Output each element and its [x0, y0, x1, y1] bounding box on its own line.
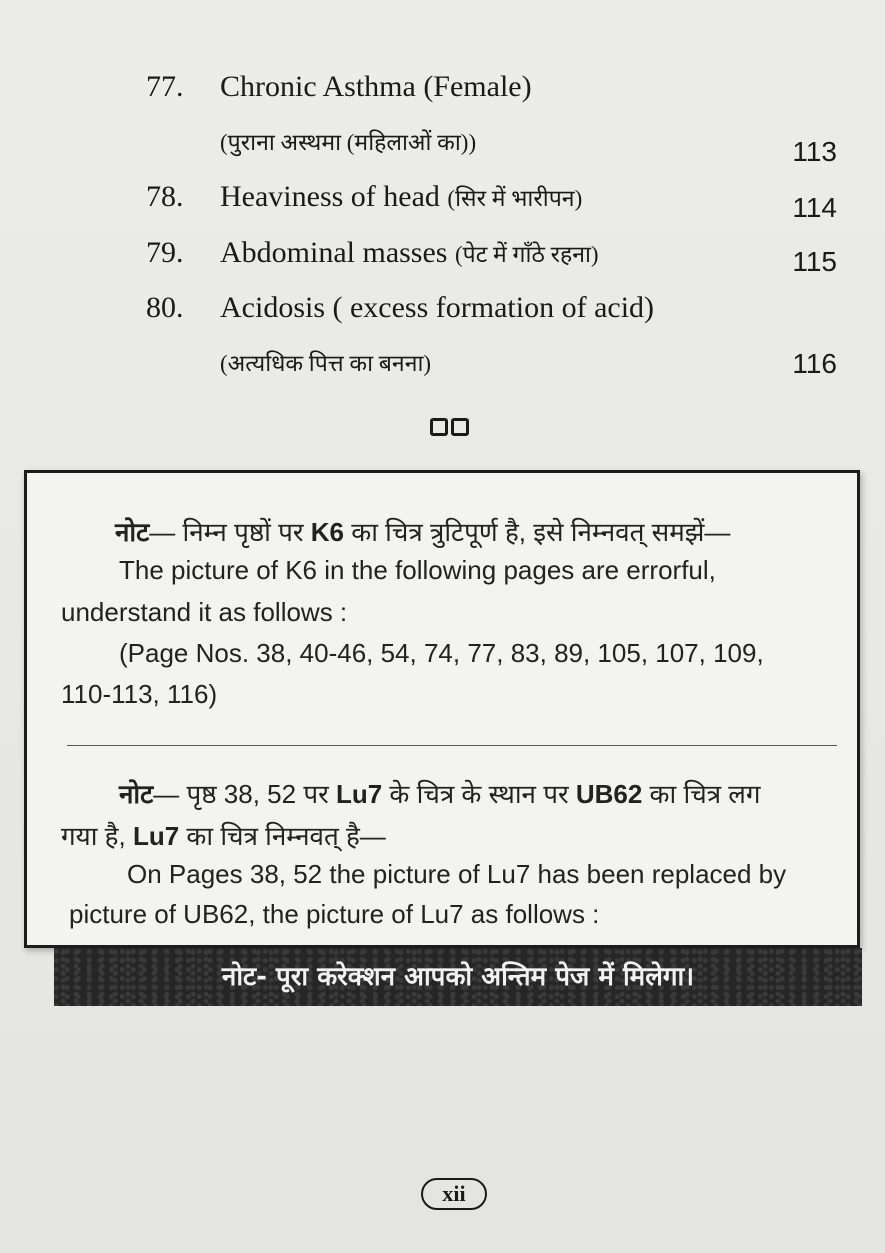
note1-english-line1: The picture of K6 in the following pages are errorful,: [119, 555, 716, 585]
toc-entry-number: 77.: [146, 70, 184, 103]
square-ornament-icon: [451, 418, 469, 436]
note2-hindi-text: का चित्र निम्नवत् है—: [179, 821, 386, 851]
toc-entry-title-text: Heaviness of head: [220, 180, 440, 213]
toc-entry-hindi-subtitle: (पुराना अस्थमा (महिलाओं का)): [220, 130, 477, 155]
note1-label: नोट: [115, 517, 150, 547]
note2-hindi-line2: [61, 817, 386, 853]
toc-entry-hindi-subtitle: (अत्यधिक पित्त का बनना): [220, 351, 432, 376]
note1-hindi-bold: K6: [310, 517, 344, 547]
toc-entry-page: 114: [792, 192, 837, 223]
note2-hindi-text: — पृष्ठ 38, 52 पर: [153, 779, 336, 809]
note2-label: नोट: [119, 779, 154, 809]
toc-entry-title: [220, 236, 599, 270]
note2-hindi-bold: Lu7: [132, 821, 180, 851]
square-ornament-icon: [430, 418, 448, 436]
note2-hindi-text: के चित्र के स्थान पर: [382, 779, 576, 809]
note1-hindi-line: [115, 513, 730, 549]
toc-entry-title: [220, 180, 582, 214]
note2-hindi-text: गया है,: [61, 821, 133, 851]
note2-hindi-bold: Lu7: [335, 779, 383, 809]
toc-entry-title: Chronic Asthma (Female): [220, 70, 532, 103]
toc-entry-hindi-text: (पेट में गाँठे रहना): [454, 242, 599, 267]
toc-entry-page: 115: [792, 246, 837, 277]
toc-entry-page: 116: [792, 348, 837, 379]
note2-english-line2: picture of UB62, the picture of Lu7 as follows :: [69, 899, 600, 929]
toc-entry-number: 78.: [146, 180, 184, 213]
note1-hindi-text-end: का चित्र त्रुटिपूर्ण है, इसे निम्नवत् समझें—: [344, 517, 731, 547]
page-number: xii: [421, 1178, 487, 1210]
note2-hindi-bold: UB62: [575, 779, 643, 809]
toc-entry-number: 79.: [146, 236, 184, 269]
note1-pages-line1: (Page Nos. 38, 40-46, 54, 74, 77, 83, 89, 105, 107, 109,: [119, 638, 764, 668]
note-divider: [67, 745, 837, 746]
note2-english-line1: On Pages 38, 52 the picture of Lu7 has been replaced by: [127, 859, 787, 889]
toc-entry-number: 80.: [146, 291, 184, 324]
toc-entry-title-text: Abdominal masses: [220, 236, 448, 269]
note1-pages-line2: 110-113, 116): [61, 679, 218, 709]
note2-hindi-text: का चित्र लग: [642, 779, 761, 809]
end-of-section-mark: [430, 418, 469, 436]
toc-entry-title: Acidosis ( excess formation of acid): [220, 291, 655, 324]
toc-entry-page: 113: [792, 136, 837, 167]
note2-hindi-line1: [119, 775, 761, 811]
toc-entry-hindi-text: (सिर में भारीपन): [447, 186, 583, 211]
correction-banner: नोट- पूरा करेक्शन आपको अन्तिम पेज में मिलेगा।: [54, 948, 862, 1006]
errata-note-box: [24, 470, 860, 948]
note1-english-line2: understand it as follows :: [61, 597, 348, 627]
note1-hindi-text: — निम्न पृष्ठों पर: [149, 517, 311, 547]
